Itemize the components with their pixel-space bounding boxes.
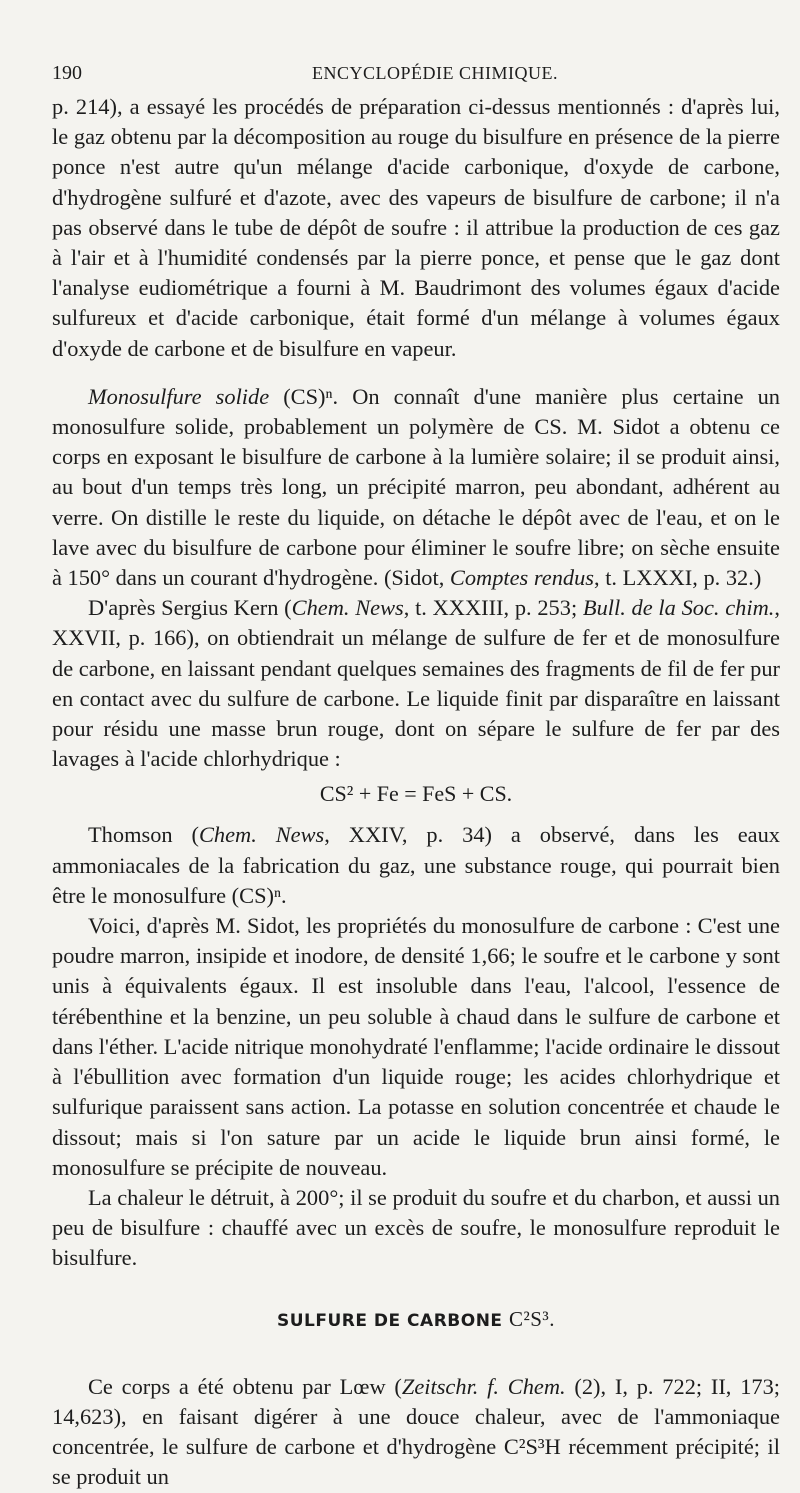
paragraph-2-ref: , t. LXXXI, p. 32.) [594,565,762,591]
paragraph-2-text: (CS)ⁿ. On connaît d'une manière plus certaine un monosulfure solide, probablement un polymère de CS. M. Sidot a obtenu ce corps en exposant le bisulfure de carbone à la lumière solaire; il se produit ainsi, au bout d'un temps très long, un précipité marron, peu abondant, adhérent au verre. On distille le reste du liquide, on détache le dépôt avec de l'eau, et on le lave avec du bisulfure de carbone pour éliminer le soufre libre; on sèche ensuite à 150° dans un courant d'hydrogène. (Sidot, [52,383,780,591]
section-heading-text: SULFURE DE CARBONE [277,1310,509,1331]
paragraph-7-text-a: Ce corps a été obtenu par Lœw ( [88,1373,402,1399]
paragraph-4-text-a: Thomson ( [88,822,199,848]
reference-comptes-rendus: Comptes rendus [449,565,594,591]
reference-chem-news-2: Chem. News [198,822,325,848]
paragraph-7 [52,1372,780,1493]
section-heading-formula: C²S³. [508,1306,555,1331]
page-number: 190 [52,62,82,84]
reaction-formula: CS² + Fe = FeS + CS. [319,781,513,807]
paragraph-7-text-b: (2), I, p. 722; II, 173; 14,623), en faisant digérer à une douce chaleur, avec de l'ammoniaque concentrée, le sulfure de carbone et d'hydrogène C²S³H récemment précipité; il se produit un [52,1373,780,1490]
monosulfure-title: Monosulfure solide [88,383,270,409]
reference-bull-soc-chim: Bull. de la Soc. chim. [582,595,775,621]
paragraph-4-text-b: , XXIV, p. 34) a observé, dans les eaux ammoniacales de la fabrication du gaz, une substance rouge, qui pourrait bien être le monosulfure (CS)ⁿ. [52,822,780,908]
paragraph-3 [52,593,780,774]
paragraph-5 [52,911,780,1183]
paragraph-3-text-c: , XXVII, p. 166), on obtiendrait un mélange de sulfure de fer et de monosulfure de carbone, en laissant pendant quelques semaines des fragments de fil de fer pur en contact avec du sulfure de carbone. Le liquide finit par disparaître en laissant pour résidu une masse brun rouge, dont on sépare le sulfure de fer par des lavages à l'acide chlorhydrique : [52,595,780,772]
paragraph-1 [52,92,780,364]
paragraph-5-text: Voici, d'après M. Sidot, les propriétés du monosulfure de carbone : C'est une poudre marron, insipide et inodore, de densité 1,66; le soufre et le carbone y sont unis à équivalents égaux. Il est insoluble dans l'eau, l'alcool, l'essence de térébenthine et la benzine, un peu soluble à chaud dans le sulfure de carbone et dans l'éther. L'acide nitrique monohydraté l'enflamme; l'acide ordinaire le dissout à l'ébullition avec formation d'un liquide rouge; les acides chlorhydrique et sulfurique paraissent sans action. La potasse en solution concentrée et chaude le dissout; mais si l'on sature par un acide le liquide brun ainsi formé, le monosulfure se précipite de nouveau. [52,913,780,1180]
running-title: ENCYCLOPÉDIE CHIMIQUE. [312,63,558,83]
paragraph-4 [52,820,780,911]
paragraph-6-text: La chaleur le détruit, à 200°; il se produit du soufre et du charbon, et aussi un peu de bisulfure : chauffé avec un excès de soufre, le monosulfure reproduit le bisulfure. [52,1184,780,1271]
body-text [52,92,780,1493]
paragraph-6 [52,1183,780,1274]
reference-chem-news: Chem. News [291,595,404,621]
page-header [52,62,780,92]
paragraph-3-text-b: , t. XXXIII, p. 253; [403,595,583,621]
paragraph-gap [52,364,780,382]
paragraph-2 [52,382,780,593]
paragraph-3-text-a: D'après Sergius Kern ( [88,595,292,621]
paragraph-1-text: p. 214), a essayé les procédés de préparation ci-dessus mentionnés : d'après lui, le gaz obtenu par la décomposition au rouge du bisulfure en présence de la pierre ponce n'est autre qu'un mélange d'acide carbonique, d'oxyde de carbone, d'hydrogène sulfuré et d'azote, avec des vapeurs de bisulfure de carbone; il n'a pas observé dans le tube de dépôt de soufre : il attribue la production de ces gaz à l'air et à l'humidité condensés par la pierre ponce, et pense que le gaz dont l'analyse eudiométrique a fourni à M. Baudrimont des volumes égaux d'acide sulfureux et d'acide carbonique, était formé d'un mélange à volumes égaux d'oxyde de carbone et de bisulfure en vapeur. [52,94,780,361]
document-page [52,62,780,1493]
reference-zeitschr: Zeitschr. f. Chem. [401,1373,566,1399]
section-heading [52,1304,780,1336]
